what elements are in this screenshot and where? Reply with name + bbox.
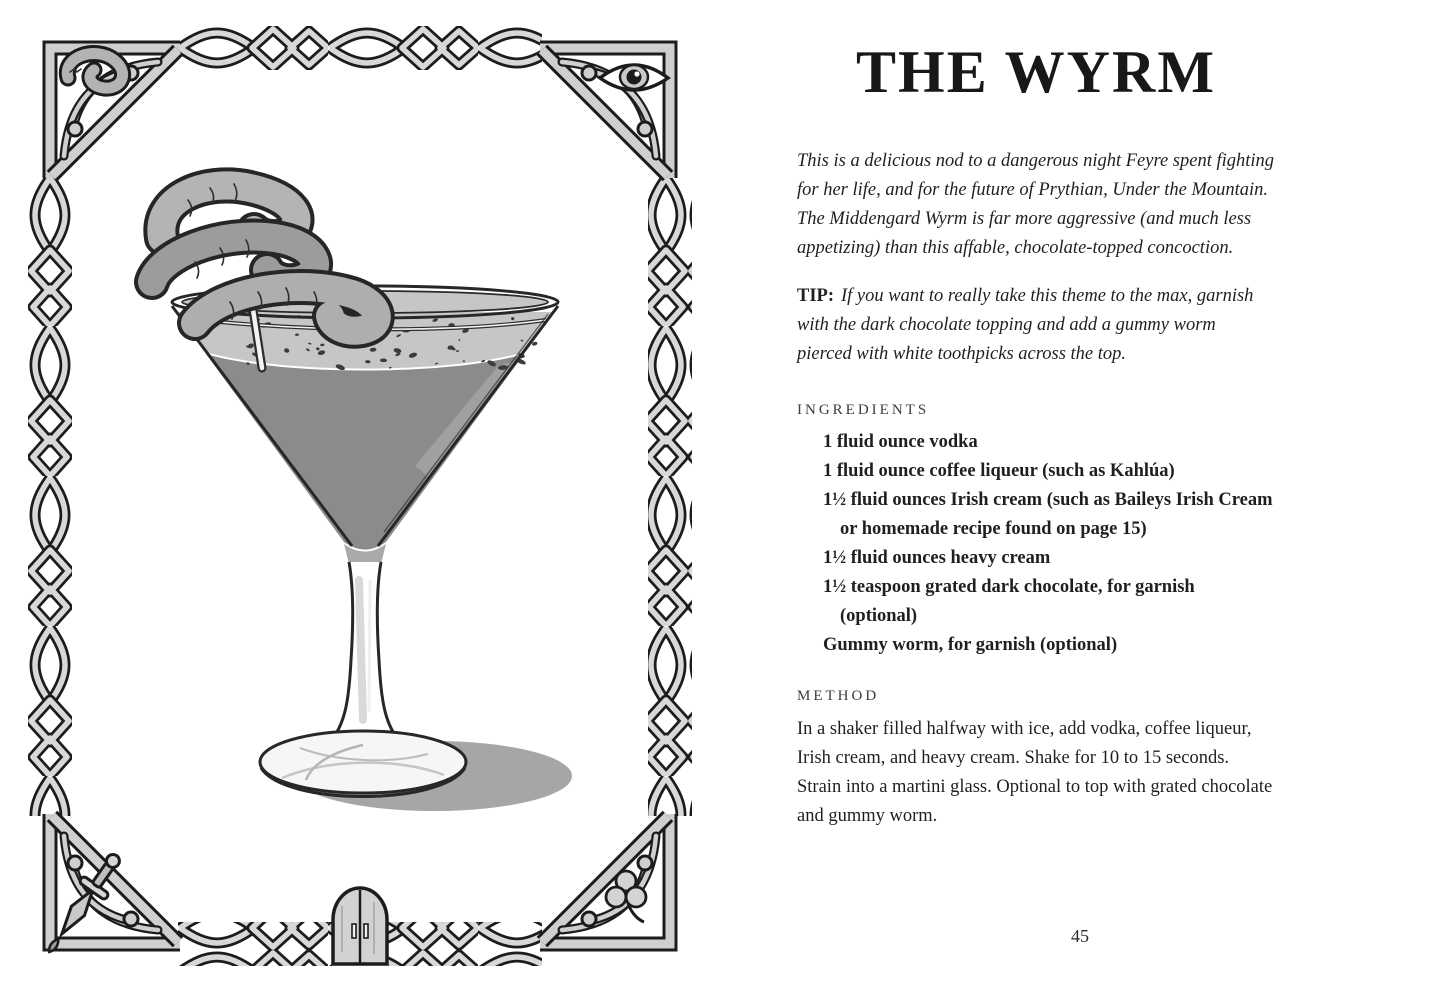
ingredient-item: 1 fluid ounce vodka bbox=[823, 432, 978, 453]
border-left-chain bbox=[28, 176, 72, 816]
border-top-chain bbox=[178, 26, 542, 70]
ingredients-heading: INGREDIENTS bbox=[797, 402, 930, 419]
ingredient-item: Gummy worm, for garnish (optional) bbox=[823, 635, 1118, 656]
door-icon bbox=[333, 888, 387, 964]
border-bottom-chain-left bbox=[178, 922, 332, 966]
eye-icon bbox=[600, 65, 668, 90]
border-bottom-chain-right bbox=[388, 922, 542, 966]
tip-paragraph bbox=[797, 282, 1275, 369]
martini-glass-illustration bbox=[100, 160, 620, 860]
ingredient-item: 1 fluid ounce coffee liqueur (such as Kahlúa) bbox=[823, 461, 1175, 482]
page-title: THE WYRM bbox=[856, 39, 1216, 105]
liquid bbox=[206, 354, 524, 550]
right-page bbox=[797, 0, 1275, 831]
method-heading: METHOD bbox=[797, 688, 880, 705]
page-number: 45 bbox=[1071, 926, 1089, 946]
left-page bbox=[0, 0, 720, 998]
method-paragraph: In a shaker filled halfway with ice, add vodka, coffee liqueur, Irish cream, and heavy cream. Shake for 10 to 15 seconds. Strain into a martini glass. Optional to top with grated chocolate and gummy worm. bbox=[797, 719, 1273, 827]
worm-icon bbox=[67, 54, 122, 89]
border-right-chain bbox=[648, 176, 692, 816]
ingredient-item: 1½ teaspoon grated dark chocolate, for garnish (optional) bbox=[823, 577, 1195, 627]
intro-paragraph: This is a delicious nod to a dangerous night Feyre spent fighting for her life, and for the future of Prythian, Under the Mountain. The Middengard Wyrm is far more aggressive (and much less appetizing) than this affable, chocolate-topped concoction. bbox=[797, 151, 1275, 259]
ingredients-list bbox=[797, 428, 1275, 660]
tip-label: TIP: bbox=[797, 286, 834, 307]
ingredient-item: 1½ fluid ounces Irish cream (such as Baileys Irish Cream or homemade recipe found on page 15) bbox=[823, 490, 1273, 540]
tip-text: If you want to really take this theme to the max, garnish with the dark chocolate topping and add a gummy worm pierced with white toothpicks across the top. bbox=[797, 286, 1254, 365]
ingredient-item: 1½ fluid ounces heavy cream bbox=[823, 548, 1051, 569]
